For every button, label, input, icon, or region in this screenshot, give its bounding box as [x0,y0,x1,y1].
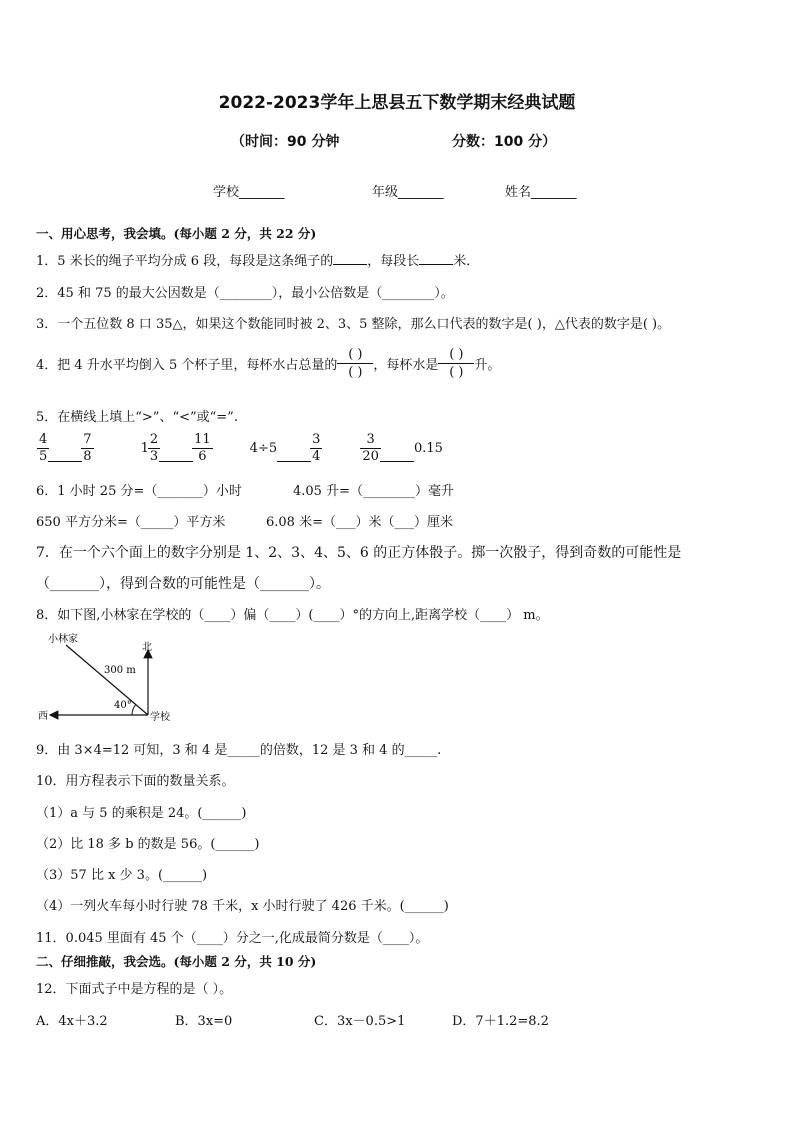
west-label: 西 [38,711,48,722]
q4-text-c: 升。 [474,358,501,373]
question-6b: 4.05 升=（________）毫升 [293,484,454,499]
q4-frac2-num: ( ) [449,347,464,362]
q5-whole-1: 1 [140,441,149,456]
question-10: 10．用方程表示下面的数量关系。 [36,774,235,789]
direction-diagram [30,628,190,728]
school-field: 学校_______ [213,185,285,200]
question-2: 2．45 和 75 的最大公因数是（________），最小公倍数是（________）。 [36,286,454,301]
north-label: 北 [142,642,152,653]
q5-blank-2[interactable] [159,449,193,462]
q5-blank-4[interactable] [380,449,414,462]
q5-fraction-4-5: $\frac{4}{5}$ [39,432,48,464]
q4-text-b: ，每杯水是 [373,358,439,373]
q1-blank-1[interactable] [333,252,367,265]
question-5-comparisons [38,432,443,465]
question-10-item-2: （2）比 18 多 b 的数是 56。(______) [36,837,260,852]
q4-fraction-blank-1[interactable] [337,346,373,381]
question-9: 9．由 3×4=12 可知，3 和 4 是_____的倍数，12 是 3 和 4 的_____. [36,743,442,758]
angle-label: 40° [114,700,132,711]
question-10-item-4: （4）一列火车每小时行驶 78 千米，x 小时行驶了 426 千米。(______) [36,899,449,914]
section-2-title: 二、仔细推敲，我会选。(每小题 2 分，共 10 分) [36,954,317,969]
question-12: 12．下面式子中是方程的是（ ）。 [36,982,233,997]
question-6a: 6．1 小时 25 分=（_______）小时 [36,484,242,499]
question-10-item-1: （1）a 与 5 的乘积是 24。(______) [36,806,247,821]
name-field: 姓名_______ [505,185,577,200]
q5-division: 4÷5 [249,441,278,456]
q4-fraction-blank-2[interactable] [438,346,474,381]
exam-score: 分数：100 分） [452,134,557,150]
q5-fraction-11-6: $\frac{11}{6}$ [194,432,211,464]
question-1 [36,250,479,269]
q12-option-b[interactable]: B．3x=0 [175,1014,233,1029]
question-6d: 6.08 米=（___）米（___）厘米 [266,515,453,530]
q5-fraction-3-4: $\frac{3}{4}$ [312,432,321,464]
question-5: 5．在横线上填上“>”、“<”或“=”. [36,410,238,425]
grade-field: 年级_______ [372,185,444,200]
question-10-item-3: （3）57 比 x 少 3。(______) [36,868,208,883]
q5-blank-3[interactable] [277,449,311,462]
page-title: 2022-2023学年上思县五下数学期末经典试题 [218,93,576,113]
q1-blank-2[interactable] [419,252,453,265]
question-3: 3．一个五位数 8 口 35△，如果这个数能同时被 2、3、5 整除，那么口代表的数字是( )，△代表的数字是( )。 [36,317,671,332]
question-8: 8．如下图,小林家在学校的（____）偏（____）(____）°的方向上,距离学校（____） m。 [36,608,549,623]
question-6c: 650 平方分米=（_____）平方米 [36,515,226,530]
exam-time: （时间：90 分钟 [231,134,340,150]
question-7-line-2: （_______），得到合数的可能性是（_______）。 [36,576,330,592]
q12-option-a[interactable]: A．4x＋3.2 [36,1014,108,1029]
q1-text-b: ，每段长 [367,254,420,269]
q4-text-a: 4．把 4 升水平均倒入 5 个杯子里，每杯水占总量的 [36,358,338,373]
angle-arc [132,705,136,715]
school-label: 学校 [150,712,170,723]
q4-frac2-den: ( ) [449,365,464,380]
q1-text-c: 米． [453,254,480,269]
section-1-title: 一、用心思考，我会填。(每小题 2 分，共 22 分) [36,226,317,241]
question-11: 11．0.045 里面有 45 个（____）分之一,化成最简分数是（____）。 [36,931,429,946]
home-label: 小林家 [48,634,78,645]
q4-frac1-num: ( ) [348,347,363,362]
q4-frac1-den: ( ) [348,365,363,380]
q5-decimal: 0.15 [413,441,443,456]
q1-text-a: 1．5 米长的绳子平均分成 6 段，每段是这条绳子的 [36,254,334,269]
q5-blank-1[interactable] [48,449,82,462]
q12-option-d[interactable]: D．7＋1.2=8.2 [452,1014,549,1029]
q5-fraction-2-3: $\frac{2}{3}$ [149,432,159,464]
home-line [66,645,148,715]
q5-fraction-7-8: $\frac{7}{8}$ [83,432,92,464]
distance-label: 300 m [104,665,136,676]
q5-fraction-3-20: $\frac{3}{20}$ [362,432,379,464]
question-4 [36,346,500,381]
question-7-line-1: 7．在一个六个面上的数字分别是 1、2、3、4、5、6 的正方体骰子。掷一次骰子，得到奇数的可能性是 [36,545,682,561]
q12-option-c[interactable]: C．3x－0.5>1 [314,1014,406,1029]
